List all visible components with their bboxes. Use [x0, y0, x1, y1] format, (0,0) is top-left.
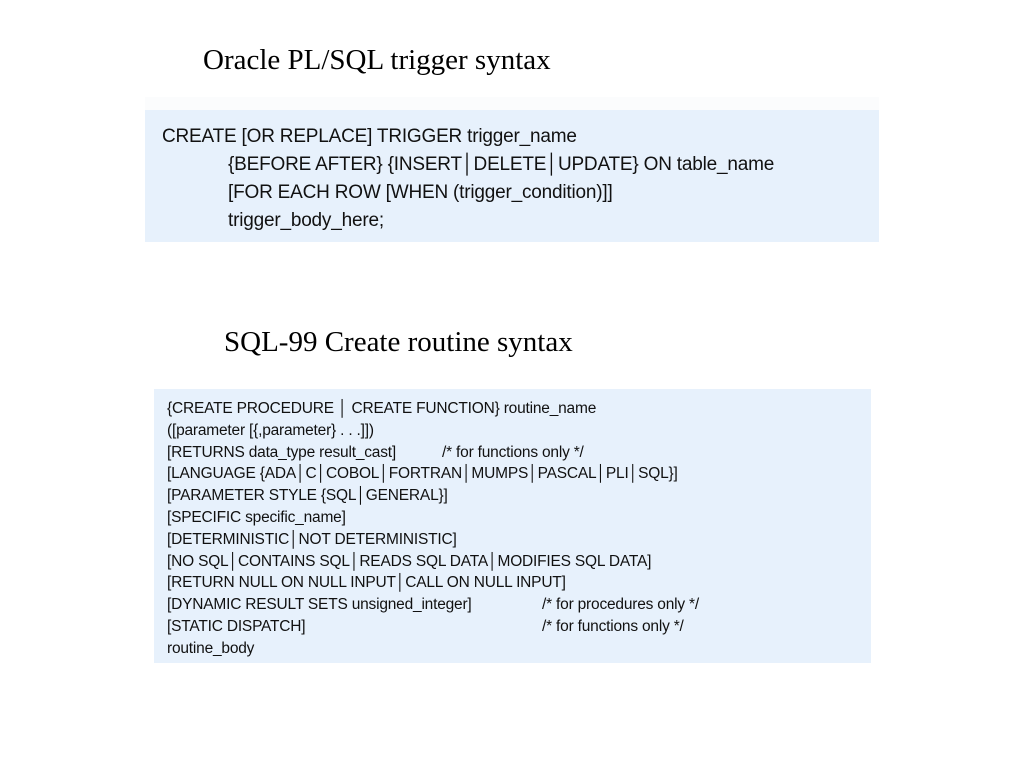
oracle-trigger-title: Oracle PL/SQL trigger syntax	[203, 44, 551, 76]
syntax-line: ([parameter [{,parameter} . . .]])	[167, 421, 374, 439]
syntax-line: {BEFORE AFTER} {INSERT│DELETE│UPDATE} ON table_name	[228, 154, 775, 175]
oracle-trigger-syntax-box	[145, 110, 879, 242]
syntax-text: [STATIC DISPATCH]	[167, 617, 306, 635]
syntax-line: [LANGUAGE {ADA│C│COBOL│FORTRAN│MUMPS│PASCAL│PLI│SQL}]	[167, 465, 678, 483]
syntax-comment: /* for procedures only */	[542, 596, 699, 614]
syntax-line: [DETERMINISTIC│NOT DETERMINISTIC]	[167, 530, 457, 548]
sql99-routine-title: SQL-99 Create routine syntax	[224, 326, 573, 358]
syntax-comment: /* for functions only */	[442, 443, 584, 461]
syntax-text: [RETURNS data_type result_cast]	[167, 443, 396, 461]
syntax-line-with-comment	[167, 594, 871, 616]
syntax-line: [PARAMETER STYLE {SQL│GENERAL}]	[167, 487, 448, 505]
code-box-top-shade	[145, 97, 879, 110]
sql99-routine-syntax-box	[154, 389, 871, 663]
syntax-line: [FOR EACH ROW [WHEN (trigger_condition)]]	[228, 182, 613, 203]
syntax-line: [RETURN NULL ON NULL INPUT│CALL ON NULL INPUT]	[167, 574, 566, 592]
syntax-line-with-comment	[167, 616, 871, 638]
syntax-line: CREATE [OR REPLACE] TRIGGER trigger_name	[162, 126, 577, 147]
syntax-text: [DYNAMIC RESULT SETS unsigned_integer]	[167, 596, 472, 614]
syntax-line: trigger_body_here;	[228, 210, 384, 231]
syntax-line: [SPECIFIC specific_name]	[167, 508, 346, 526]
syntax-line: [NO SQL│CONTAINS SQL│READS SQL DATA│MODIFIES SQL DATA]	[167, 552, 652, 570]
syntax-line: {CREATE PROCEDURE │ CREATE FUNCTION} routine_name	[167, 400, 597, 417]
syntax-line-with-comment	[167, 442, 871, 464]
syntax-comment: /* for functions only */	[542, 617, 684, 635]
syntax-line: routine_body	[167, 639, 255, 657]
